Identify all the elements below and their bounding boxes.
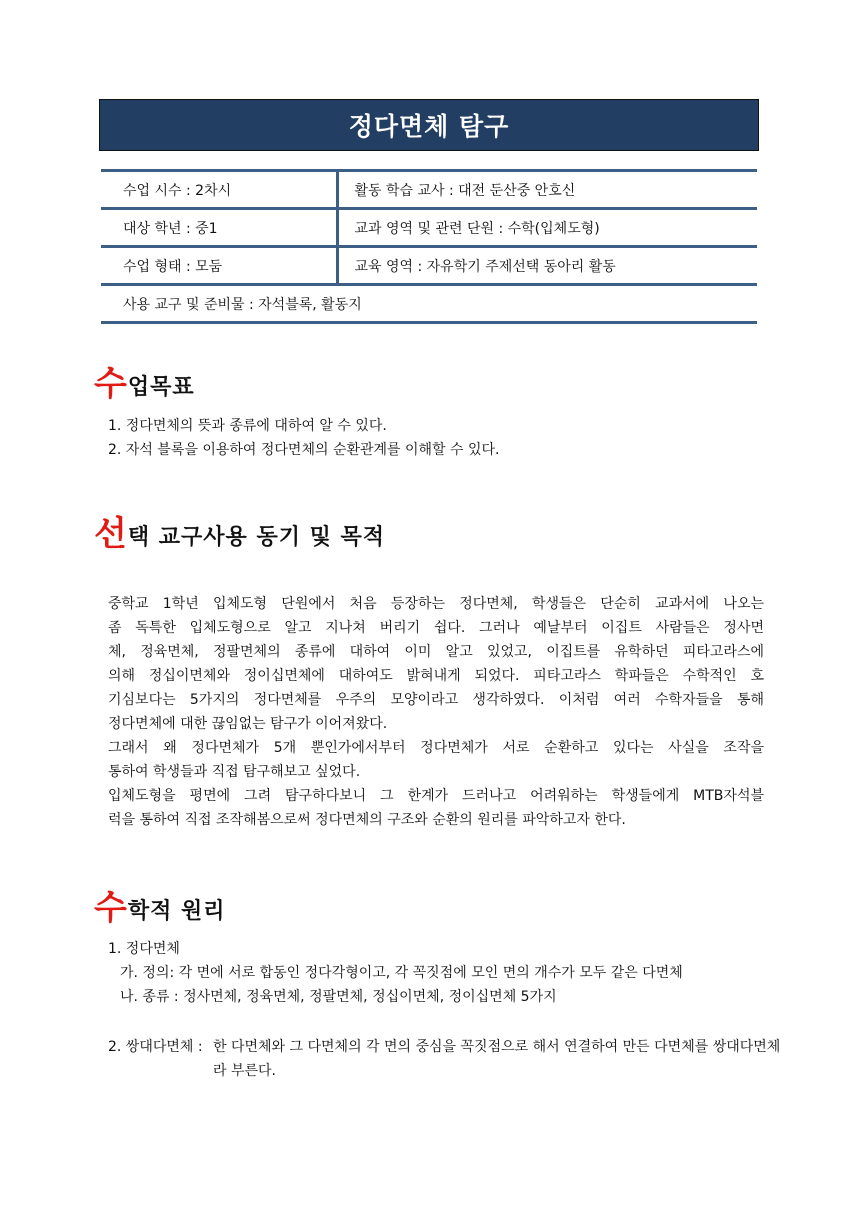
paragraph-line: 좀 독특한 입체도형으로 알고 지나쳐 버리기 쉽다. 그러나 예날부터 이집트 사람들은 정사면 — [108, 620, 764, 636]
paragraph-line: 중학교 1학년 입체도형 단원에서 처음 등장하는 정다면체, 학생들은 단순히 교과서에 나오는 — [108, 596, 764, 612]
motive-paragraph — [108, 592, 764, 832]
principle-item-1 — [108, 937, 683, 1009]
section-heading-goals — [94, 366, 195, 402]
table-row — [101, 285, 757, 323]
info-materials: 사용 교구 및 준비물 : 자석블록, 활동지 — [101, 285, 757, 323]
info-hours: 수업 시수 : 2차시 — [101, 171, 337, 209]
info-format: 수업 형태 : 모둠 — [101, 247, 337, 285]
section-heading-principle — [94, 890, 226, 926]
info-subject: 교과 영역 및 관련 단원 : 수학(입체도형) — [337, 209, 757, 247]
list-item: 1. 정다면체 — [108, 941, 180, 957]
info-grade: 대상 학년 : 중1 — [101, 209, 337, 247]
paragraph-line: 의해 정십이면체와 정이십면체에 대하여도 밝혀내게 되었다. 피타고라스 학파들은 수학적인 호 — [108, 668, 764, 684]
heading-initial: 선 — [94, 514, 127, 554]
paragraph-line: 그래서 왜 정다면체가 5개 뿐인가에서부터 정다면체가 서로 순환하고 있다는 사실을 조작을 — [108, 740, 764, 756]
title-banner — [99, 99, 759, 151]
paragraph-line: 럭을 통하여 직접 조작해봄으로써 정다면체의 구조와 순환의 원리를 파악하고자 한다. — [108, 812, 626, 828]
list-item: 2. 쌍대다면체 : — [108, 1039, 203, 1055]
heading-initial: 수 — [94, 364, 127, 404]
paragraph-line: 입체도형을 평면에 그려 탐구하다보니 그 한계가 드러나고 어려워하는 학생들에게 MTB자석블 — [108, 788, 764, 804]
heading-text: 학적 원리 — [127, 899, 226, 924]
list-item: 1. 정다면체의 뜻과 종류에 대하여 알 수 있다. — [108, 418, 387, 434]
paragraph-line: 한 다면체와 그 다면체의 각 면의 중심을 꼭짓점으로 해서 연결하여 만든 다면체를 쌍대다면체 — [213, 1039, 781, 1055]
section-heading-motive — [94, 516, 385, 552]
principle-item-2-label — [108, 1035, 203, 1059]
paragraph-line: 체, 정육면체, 정팔면체의 종류에 대하여 이미 알고 있었고, 이집트를 유학하던 피타고라스에 — [108, 644, 764, 660]
page-title: 정다면체 탐구 — [348, 112, 510, 141]
list-subitem: 가. 정의: 각 면에 서로 합동인 정다각형이고, 각 꼭짓점에 모인 면의 개수가 모두 같은 다면체 — [120, 965, 683, 981]
table-row — [101, 209, 757, 247]
lesson-info-table — [101, 169, 757, 324]
heading-text: 택 교구사용 동기 및 목적 — [127, 525, 386, 550]
paragraph-line: 라 부른다. — [213, 1063, 276, 1079]
table-row — [101, 171, 757, 209]
list-item: 2. 자석 블록을 이용하여 정다면체의 순환관계를 이해할 수 있다. — [108, 442, 500, 458]
paragraph-line: 정다면체에 대한 끊임없는 탐구가 이어져왔다. — [108, 716, 388, 732]
table-row — [101, 247, 757, 285]
principle-item-2-text — [213, 1035, 780, 1083]
info-area: 교육 영역 : 자유학기 주제선택 동아리 활동 — [337, 247, 757, 285]
list-subitem: 나. 종류 : 정사면체, 정육면체, 정팔면체, 정십이면체, 정이십면체 5가지 — [120, 989, 557, 1005]
paragraph-line: 기심보다는 5가지의 정다면체를 우주의 모양이라고 생각하였다. 이처럼 여러 수학자들을 통해 — [108, 692, 764, 708]
heading-initial: 수 — [94, 888, 127, 928]
heading-text: 업목표 — [127, 375, 195, 400]
paragraph-line: 통하여 학생들과 직접 탐구해보고 싶었다. — [108, 764, 361, 780]
goals-list — [108, 414, 500, 462]
info-teacher: 활동 학습 교사 : 대전 둔산중 안호신 — [337, 171, 757, 209]
